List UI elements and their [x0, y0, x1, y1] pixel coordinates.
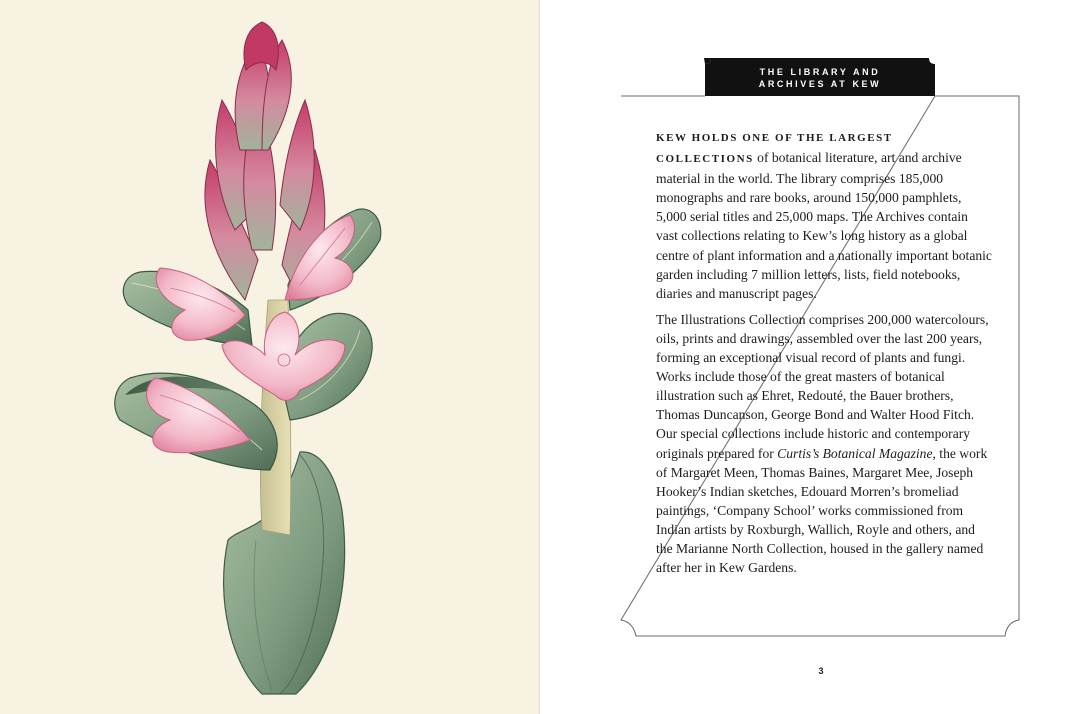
paragraph-1 [656, 127, 992, 303]
paragraph-2-start: The Illustrations Collection comprises 200,000 watercolours, oils, prints and drawings, assembled over the last 200 years, forming an exceptional visual record of plants and fungi. Works include those of the great masters of botanical illustration such as Ehret, Redouté, the Bauer brothers, Thomas Duncanson, George Bond and Walter Hood Fitch. Our special collections include historic and contemporary originals prepared for [656, 311, 989, 461]
header-line-1: THE LIBRARY AND [759, 67, 881, 77]
header-line-2: ARCHIVES AT KEW [758, 79, 882, 89]
body-text [656, 127, 992, 584]
paragraph-2-end: , the work of Margaret Meen, Thomas Baines, Margaret Mee, Joseph Hooker’s Indian sketches, Edouard Morren’s bromeliad paintings, ‘Company School’ works commissioned from Indian artists by Roxburgh, Wallich, Royle and others, and the Marianne North Collection, housed in the gallery named after her in Kew Gardens. [656, 445, 988, 576]
paragraph-1-text: of botanical literature, art and archive material in the world. The library comprises 185,000 monographs and rare books, around 150,000 pamphlets, 5,000 serial titles and 25,000 maps. The Archives contain vast collections relating to Kew’s long history as a global centre of plant information and a nationally important botanic garden including 7 million letters, lists, field notebooks, diaries and manuscript pages. [656, 150, 992, 301]
paragraph-2-italic-title: Curtis’s Botanical Magazine [777, 445, 933, 461]
lead-in-caps: KEW HOLDS ONE OF THE LARGEST COLLECTIONS [656, 132, 893, 166]
page-number: 3 [818, 666, 824, 676]
right-page-text-panel [541, 0, 1080, 714]
section-header-tab [705, 58, 935, 96]
paragraph-2 [656, 310, 992, 577]
